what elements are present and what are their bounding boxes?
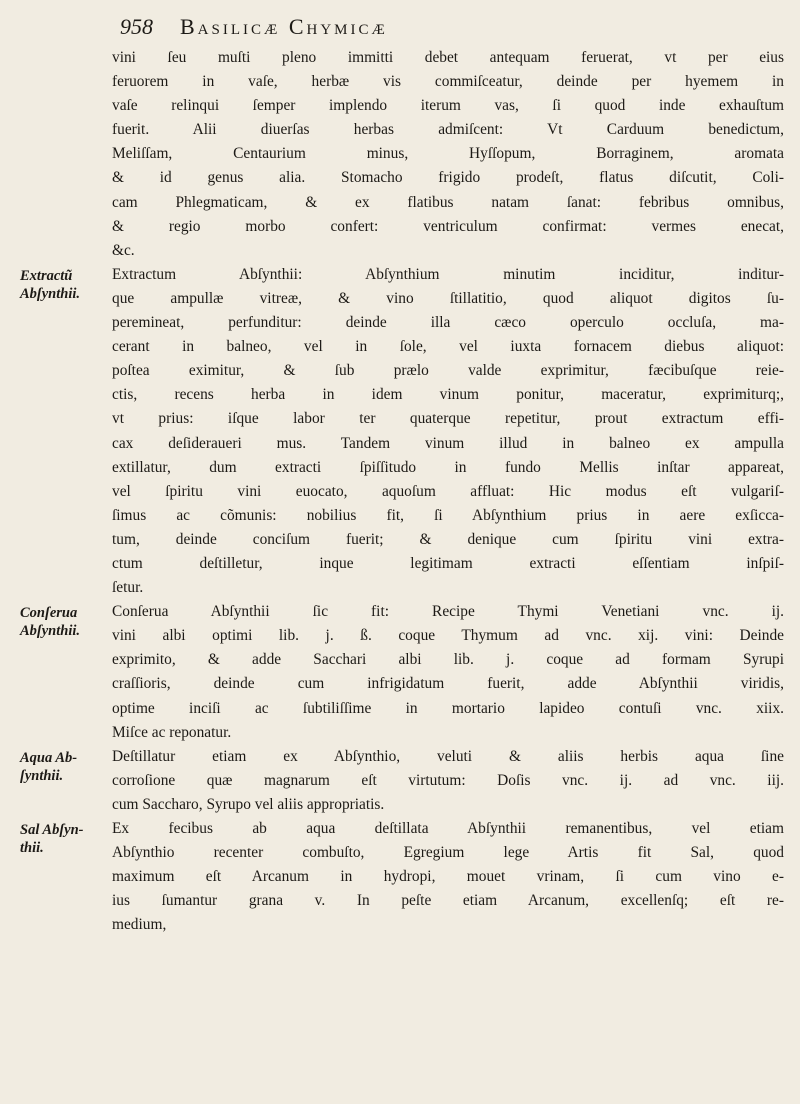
text-line: ctum deſtilletur, inque legitimam extracti eſſentiam inſpiſ- bbox=[112, 554, 784, 572]
text-line: optime inciſi ac ſubtiliſſime in mortario lapideo contuſi vnc. xiix. bbox=[112, 699, 784, 717]
margin-note bbox=[20, 604, 110, 640]
margin-note-line: Aqua Ab- bbox=[20, 749, 78, 766]
text-line: & id genus alia. Stomacho frigido prodeſt, flatus diſcutit, Coli- bbox=[112, 169, 784, 187]
margin-note bbox=[20, 749, 110, 785]
text-line: Miſce ac reponatur. bbox=[112, 723, 232, 741]
text-line: vini ſeu muſti pleno immitti debet antequam feruerat, vt per eius bbox=[112, 49, 784, 66]
text-line: Ex fecibus ab aqua deſtillata Abſynthii remanentibus, vel etiam bbox=[112, 820, 784, 837]
text-line: poſtea eximitur, & ſub prælo valde exprimitur, fæcibuſque reie- bbox=[112, 362, 784, 380]
margin-note-line: Abſynthii. bbox=[20, 623, 81, 640]
text-line: vini albi optimi lib. j. ß. coque Thymum ad vnc. xij. vini: Deinde bbox=[112, 627, 784, 645]
margin-note-line: Conſerua bbox=[20, 605, 78, 622]
text-line: ſetur. bbox=[112, 579, 144, 597]
margin-note-line: ſynthii. bbox=[20, 767, 64, 784]
margin-note bbox=[20, 821, 110, 857]
margin-note-line: Abſynthii. bbox=[20, 285, 81, 302]
text-line: Abſynthio recenter combuſto, Egregium lege Artis fit Sal, quod bbox=[112, 844, 784, 862]
margin-note-line: Sal Abſyn- bbox=[20, 822, 84, 839]
margin-note-line: thii. bbox=[20, 840, 44, 857]
text-line: ctis, recens herba in idem vinum ponitur, maceratur, exprimiturq;, bbox=[112, 386, 784, 404]
page-number: 958 bbox=[120, 14, 153, 39]
text-line: cam Phlegmaticam, & ex flatibus natam ſanat: febribus omnibus, bbox=[112, 193, 784, 211]
text-line: corroſione quæ magnarum eſt virtutum: Doſis vnc. ij. ad vnc. iij. bbox=[112, 771, 784, 789]
text-line: vt prius: iſque labor ter quaterque repetitur, prout extractum effi- bbox=[112, 410, 784, 428]
page-header bbox=[120, 14, 780, 44]
text-line: ſimus ac cõmunis: nobilius fit, ſi Abſynthium prius in aere exſicca- bbox=[112, 506, 784, 524]
text-line: peremineat, perfunditur: deinde illa cæco operculo occluſa, ma- bbox=[112, 314, 784, 332]
text-line: cerant in balneo, vel in ſole, vel iuxta fornacem diebus aliquot: bbox=[112, 338, 784, 356]
text-line: extillatur, dum extracti ſpiſſitudo in fundo Mellis inſtar appareat, bbox=[112, 458, 784, 476]
margin-note bbox=[20, 267, 110, 303]
text-line: vaſe relinqui ſemper implendo iterum vas, ſi quod inde exhauſtum bbox=[112, 97, 784, 115]
text-line: cax deſideraueri mus. Tandem vinum illud in balneo ex ampulla bbox=[112, 434, 784, 452]
text-line: cum Saccharo, Syrupo vel aliis appropriatis. bbox=[112, 795, 385, 813]
text-line: maximum eſt Arcanum in hydropi, mouet vrinam, ſi cum vino e- bbox=[112, 868, 784, 886]
text-line: & regio morbo confert: ventriculum confirmat: vermes enecat, bbox=[112, 217, 784, 235]
text-line: craſſioris, deinde cum infrigidatum fuerit, adde Abſynthii viridis, bbox=[112, 675, 784, 693]
text-line: ius ſumantur grana v. In peſte etiam Arcanum, excellenſq; eſt re- bbox=[112, 892, 784, 910]
body-text bbox=[112, 46, 784, 937]
text-line: Extractum Abſynthii: Abſynthium minutim inciditur, inditur- bbox=[112, 265, 784, 283]
text-line: Meliſſam, Centaurium minus, Hyſſopum, Borraginem, aromata bbox=[112, 145, 784, 163]
text-line: que ampullæ vitreæ, & vino ſtillatitio, quod aliquot digitos ſu- bbox=[112, 289, 784, 307]
text-line: vel ſpiritu vini euocato, aquoſum affluat: Hic modus eſt vulgariſ- bbox=[112, 482, 784, 500]
margin-note-line: Extractũ bbox=[20, 267, 73, 284]
running-title: Basilicæ Chymicæ bbox=[180, 14, 388, 39]
text-line: exprimito, & adde Sacchari albi lib. j. coque ad formam Syrupi bbox=[112, 651, 784, 669]
text-line: feruorem in vaſe, herbæ vis commiſceatur, deinde per hyemem in bbox=[112, 73, 784, 91]
text-line: Conſerua Abſynthii ſic fit: Recipe Thymi Venetiani vnc. ij. bbox=[112, 603, 784, 621]
text-line: &c. bbox=[112, 241, 135, 259]
text-line: Deſtillatur etiam ex Abſynthio, veluti & aliis herbis aqua ſine bbox=[112, 747, 784, 765]
text-line: tum, deinde conciſum fuerit; & denique cum ſpiritu vini extra- bbox=[112, 530, 784, 548]
text-line: medium, bbox=[112, 916, 167, 934]
text-line: fuerit. Alii diuerſas herbas admiſcent: Vt Carduum benedictum, bbox=[112, 121, 784, 139]
